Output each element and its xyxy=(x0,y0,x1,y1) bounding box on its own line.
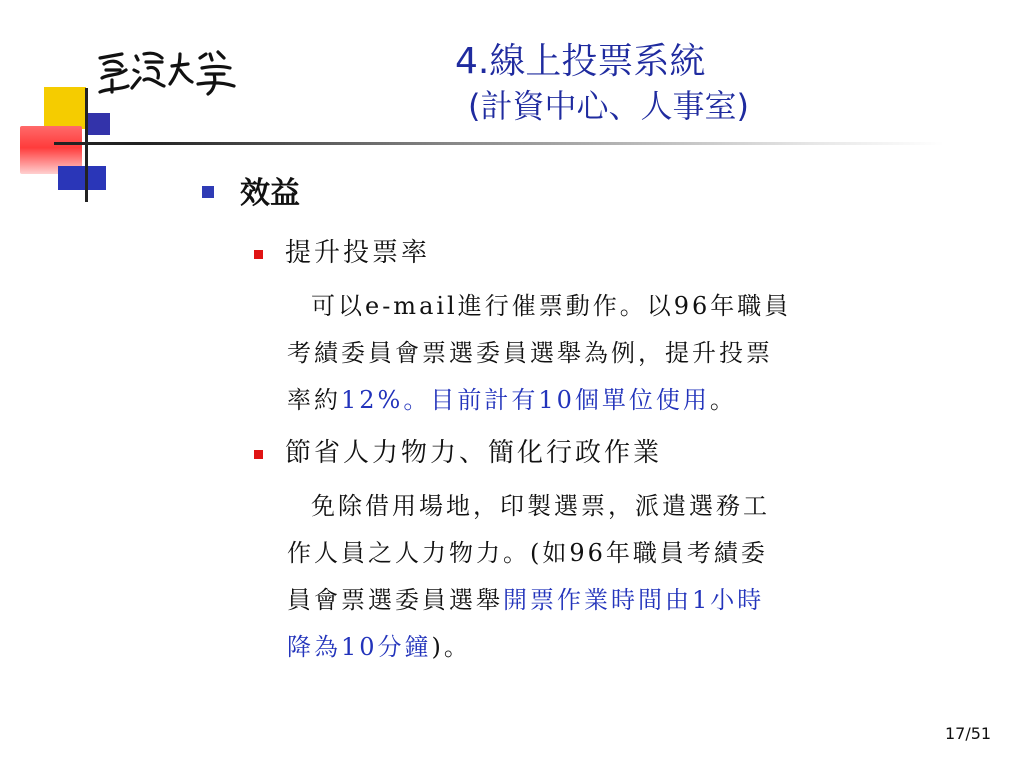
bullet-square-icon xyxy=(254,250,263,259)
slide-title: 4.線上投票系統 xyxy=(455,41,706,82)
decor-blue-square xyxy=(88,113,110,135)
item-paragraph xyxy=(287,483,902,671)
highlight-text: 12%。目前計有10個單位使用 xyxy=(341,386,710,414)
bullet-square-icon xyxy=(254,450,263,459)
item-paragraph xyxy=(287,283,902,424)
decor-vertical-line xyxy=(85,88,88,202)
decor-blue-bar xyxy=(58,166,106,190)
bullet-square-icon xyxy=(202,186,214,198)
text-span: 。 xyxy=(709,386,737,414)
paragraph-line: 考績委員會票選委員選舉為例，提升投票 xyxy=(287,339,773,367)
paragraph-line: 免除借用場地，印製選票，派遣選務工 xyxy=(311,492,770,520)
paragraph-line xyxy=(287,377,902,424)
section-heading: 效益 xyxy=(240,176,300,211)
page-number: 17/51 xyxy=(945,724,992,743)
paragraph-line: 可以e-mail進行催票動作。以96年職員 xyxy=(311,292,792,320)
university-logo xyxy=(92,40,242,100)
slide-subtitle: (計資中心、人事室) xyxy=(468,87,749,125)
highlight-text: 降為10分鐘 xyxy=(287,633,432,661)
paragraph-line: 作人員之人力物力。(如96年職員考績委 xyxy=(287,539,768,567)
decor-yellow-square xyxy=(44,87,86,129)
highlight-text: 開票作業時間由1小時 xyxy=(503,586,765,614)
text-span: 率約 xyxy=(287,386,341,414)
paragraph-line xyxy=(287,624,902,671)
text-span: 員會票選委員選舉 xyxy=(287,586,503,614)
logo-text: 臺灣大學 xyxy=(92,40,96,41)
title-divider-line xyxy=(54,142,944,145)
item-label: 提升投票率 xyxy=(285,238,431,268)
item-label: 節省人力物力、簡化行政作業 xyxy=(285,438,663,468)
text-span: )。 xyxy=(431,633,471,661)
paragraph-line xyxy=(287,577,902,624)
